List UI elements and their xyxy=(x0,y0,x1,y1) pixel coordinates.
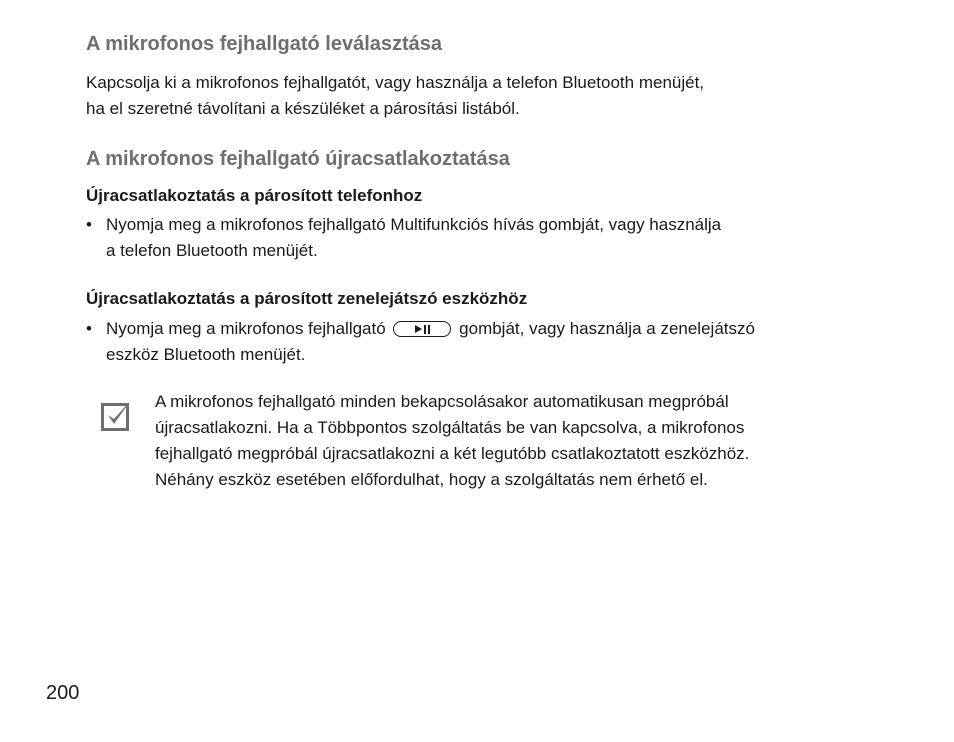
section-disconnect xyxy=(86,30,876,122)
section-heading-reconnect: A mikrofonos fejhallgató újracsatlakoztatása xyxy=(86,148,510,170)
page-number: 200 xyxy=(46,682,80,704)
bullet-item xyxy=(86,212,876,264)
note-line: Néhány eszköz esetében előfordulhat, hogy a szolgáltatás nem érhető el. xyxy=(155,470,708,489)
disconnect-paragraph xyxy=(86,70,876,122)
paragraph-line: Kapcsolja ki a mikrofonos fejhallgatót, vagy használja a telefon Bluetooth menüjét, xyxy=(86,73,705,92)
bullet-item xyxy=(86,316,876,368)
bullet-line: a telefon Bluetooth menüjét. xyxy=(106,241,318,260)
bullet-symbol: • xyxy=(86,215,92,234)
bullet-line: eszköz Bluetooth menüjét. xyxy=(106,345,306,364)
paragraph-line: ha el szeretné távolítani a készüléket a párosítási listából. xyxy=(86,99,520,118)
bullet-symbol: • xyxy=(86,319,92,338)
section-reconnect xyxy=(86,145,876,368)
subsection-heading-phone: Újracsatlakoztatás a párosított telefonhoz xyxy=(86,186,423,205)
note-line: fejhallgató megpróbál újracsatlakozni a két legutóbb csatlakoztatott eszközhöz. xyxy=(155,444,750,463)
section-heading-disconnect: A mikrofonos fejhallgató leválasztása xyxy=(86,33,443,55)
subsection-phone xyxy=(86,184,876,264)
note-box xyxy=(86,389,876,493)
bullet-line: Nyomja meg a mikrofonos fejhallgató Multifunkciós hívás gombját, vagy használja xyxy=(106,215,722,234)
subsection-music-player xyxy=(86,287,876,368)
bullet-text-before-icon: Nyomja meg a mikrofonos fejhallgató xyxy=(106,319,386,338)
bullet-line xyxy=(106,316,876,342)
bullet-text-after-icon: gombját, vagy használja a zenelejátszó xyxy=(459,319,755,338)
page-content xyxy=(86,26,876,493)
play-pause-icon xyxy=(393,321,451,337)
note-line: A mikrofonos fejhallgató minden bekapcsolásakor automatikusan megpróbál xyxy=(155,392,729,411)
subsection-heading-music-player: Újracsatlakoztatás a párosított zenelejátszó eszközhöz xyxy=(86,289,528,308)
checkmark-note-icon xyxy=(101,399,133,431)
note-line: újracsatlakozni. Ha a Többpontos szolgáltatás be van kapcsolva, a mikrofonos xyxy=(155,418,745,437)
